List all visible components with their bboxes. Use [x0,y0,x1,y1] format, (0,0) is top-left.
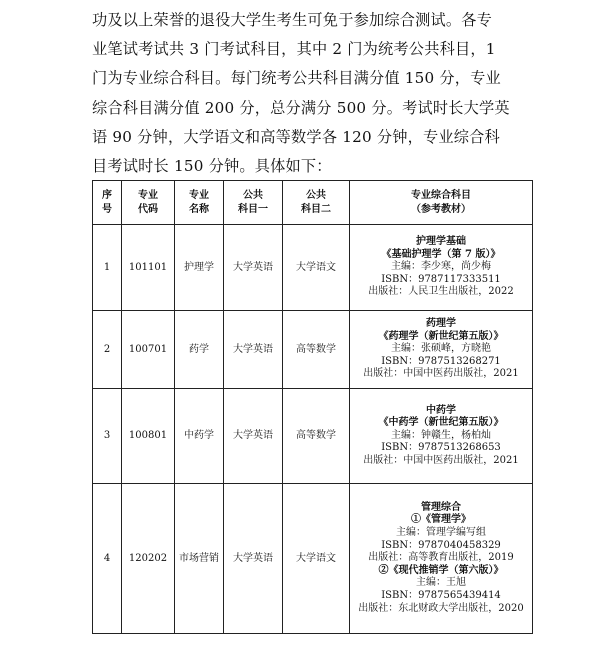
book-title: ①《管理学》 [411,514,471,526]
table-row [93,225,533,311]
paragraph-line: 目考试时长 150 分钟。具体如下： [92,157,332,176]
header-comprehensive-subject: 专业综合科目 （参考教材） [350,181,533,225]
subject-title: 管理综合 [421,501,461,513]
cell-major: 中药学 [175,389,224,484]
cell-public-subject-2: 大学语文 [283,484,350,634]
book-isbn: ISBN：9787117333511 [381,273,501,285]
cell-comprehensive-subject [350,389,533,484]
cell-index: 4 [93,484,122,634]
cell-public-subject-1: 大学英语 [224,389,283,484]
cell-comprehensive-subject [350,484,533,634]
cell-code: 100801 [122,389,175,484]
book-editor: 主编：张硕峰，方晓艳 [391,343,491,355]
cell-code: 120202 [122,484,175,634]
cell-index: 1 [93,225,122,311]
book-publisher: 出版社：中国中医药出版社，2021 [363,454,519,466]
cell-public-subject-1: 大学英语 [224,311,283,389]
cell-index: 3 [93,389,122,484]
cell-code: 100701 [122,311,175,389]
header-name: 专业 名称 [175,181,224,225]
subjects-table [92,180,533,634]
book-publisher: 出版社：东北财政大学出版社，2020 [358,602,524,614]
header-public-subject-1: 公共 科目一 [224,181,283,225]
book-isbn: ISBN：9787513268653 [381,442,501,454]
table-header-row [93,181,533,225]
cell-public-subject-1: 大学英语 [224,225,283,311]
book-title: 《中药学（新世纪第五版）》 [378,417,504,429]
book-isbn: ISBN：9787513268271 [381,355,501,367]
table-row [93,484,533,634]
cell-public-subject-1: 大学英语 [224,484,283,634]
paragraph-line: 语 90 分钟，大学语文和高等数学各 120 分钟，专业综合科 [92,127,500,146]
paragraph-line: 功及以上荣誉的退役大学生考生可免于参加综合测试。各专 [92,11,493,29]
book-editor: 主编：李少寒，尚少梅 [391,261,491,273]
cell-public-subject-2: 高等数学 [283,389,350,484]
subject-title: 中药学 [426,404,456,416]
book-title: ②《现代推销学（第六版）》 [378,564,504,576]
cell-major: 药学 [175,311,224,389]
paragraph-line: 综合科目满分值 200 分，总分满分 500 分。考试时长大学英 [92,98,510,117]
table-row [93,311,533,389]
book-publisher: 出版社：中国中医药出版社，2021 [363,368,519,380]
book-editor: 主编：钟赣生，杨柏灿 [391,429,491,441]
subject-title: 药理学 [426,318,456,330]
cell-comprehensive-subject [350,225,533,311]
book-publisher: 出版社：高等教育出版社，2019 [368,552,514,564]
book-publisher: 出版社：人民卫生出版社，2022 [368,286,514,298]
cell-code: 101101 [122,225,175,311]
subject-title: 护理学基础 [416,236,466,248]
book-title: 《基础护理学（第 7 版）》 [381,248,501,260]
paragraph-line: 门为专业综合科目。每门统考公共科目满分值 150 分，专业 [92,69,501,88]
table-row [93,389,533,484]
cell-major: 市场营销 [175,484,224,634]
book-isbn: ISBN：9787565439414 [381,589,501,601]
cell-major: 护理学 [175,225,224,311]
book-isbn: ISBN：9787040458329 [381,539,501,551]
header-code: 专业 代码 [122,181,175,225]
intro-paragraph [92,6,532,181]
paragraph-line: 业笔试考试共 3 门考试科目，其中 2 门为统考公共科目，1 [92,40,496,59]
cell-public-subject-2: 高等数学 [283,311,350,389]
book-editor: 主编：王旭 [416,577,466,589]
header-public-subject-2: 公共 科目二 [283,181,350,225]
cell-comprehensive-subject [350,311,533,389]
header-index: 序 号 [93,181,122,225]
cell-public-subject-2: 大学语文 [283,225,350,311]
book-editor: 主编：管理学编写组 [396,527,486,539]
book-title: 《药理学（新世纪第五版）》 [378,330,504,342]
cell-index: 2 [93,311,122,389]
